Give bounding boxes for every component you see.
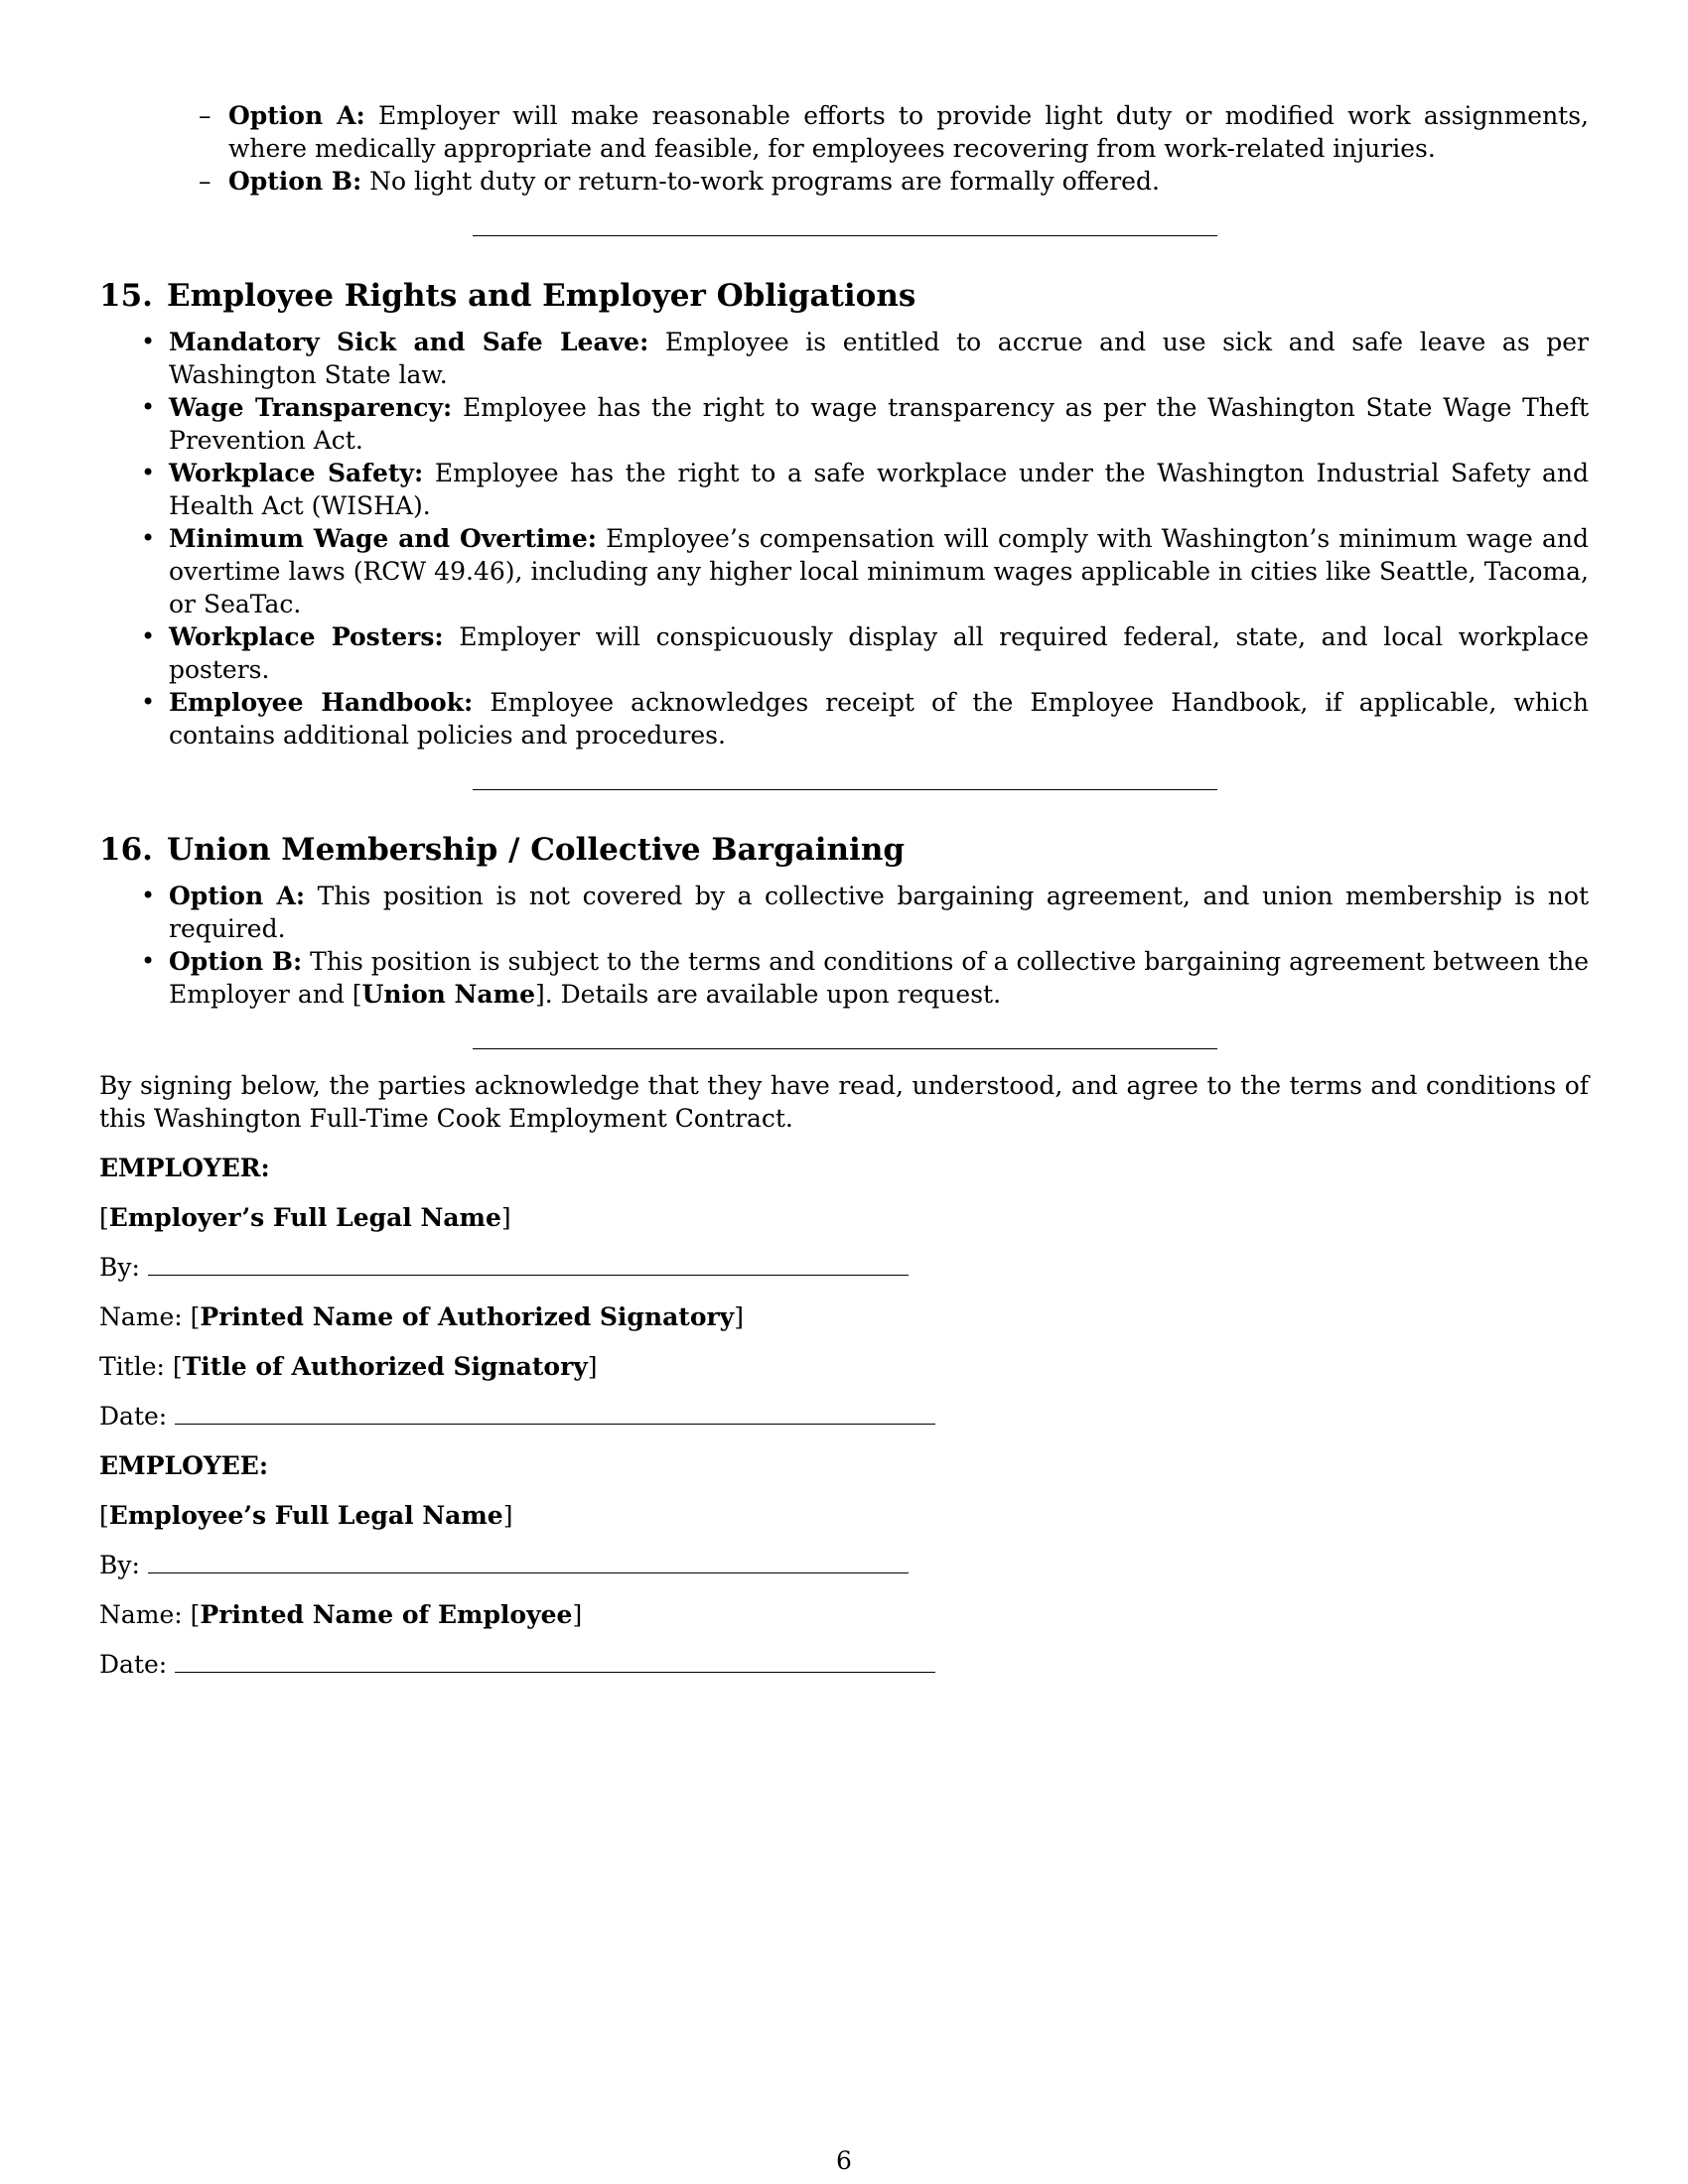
section16-list <box>169 880 1589 1011</box>
by-label: By: <box>99 1551 140 1579</box>
employee-name-value: Printed Name of Employee <box>200 1600 573 1629</box>
item-label: Minimum Wage and Overtime: <box>169 524 597 553</box>
list-item <box>169 945 1589 1011</box>
employer-name-value: Printed Name of Authorized Signatory <box>200 1302 735 1331</box>
item-label: Option A: <box>169 882 306 910</box>
name-label: Name: <box>99 1600 183 1629</box>
section-title: Union Membership / Collective Bargaining <box>166 832 906 868</box>
section-title: Employee Rights and Employer Obligations <box>166 278 916 314</box>
list-item <box>169 620 1589 686</box>
item-text: Employee has the right to wage transparency as per the Washington State Wage Theft Prevention Act. <box>169 393 1590 455</box>
employer-date-line[interactable] <box>175 1402 935 1425</box>
employee-legal-name: [Employee’s Full Legal Name] <box>99 1501 513 1530</box>
employer-date-row <box>99 1400 1589 1433</box>
date-label: Date: <box>99 1402 168 1431</box>
option-label: Option A: <box>228 101 365 130</box>
acknowledgement-paragraph: By signing below, the parties acknowledge that they have read, understood, and agree to the terms and conditions of this Washington Full-Time Cook Employment Contract. <box>99 1071 1589 1133</box>
employee-legal-name-text: Employee’s Full Legal Name <box>108 1501 503 1530</box>
section-number: 15. <box>99 278 153 314</box>
employee-by-row <box>99 1549 1589 1581</box>
employee-date-row <box>99 1648 1589 1681</box>
page-content <box>99 99 1589 1681</box>
item-text: Employee is entitled to accrue and use sick and safe leave as per Washington State law. <box>169 328 1590 389</box>
page-number: 6 <box>836 2146 852 2175</box>
employee-date-line[interactable] <box>175 1650 935 1673</box>
item-text: Employer will conspicuously display all required federal, state, and local workplace posters. <box>169 622 1589 684</box>
employer-title-row: Title: [Title of Authorized Signatory] <box>99 1352 598 1381</box>
option-text: No light duty or return-to-work programs are formally offered. <box>361 167 1160 196</box>
date-label: Date: <box>99 1650 168 1679</box>
item-text: Employee’s compensation will comply with Washington’s minimum wage and overtime laws (RCW 49.46), including any higher local minimum wages applicable in cities like Seattle, Tacoma, or SeaTac. <box>169 524 1589 618</box>
item-label: Employee Handbook: <box>169 688 474 717</box>
list-item <box>169 880 1589 945</box>
section15-list <box>169 326 1589 751</box>
section-separator <box>473 789 1217 790</box>
employee-heading <box>99 1449 1589 1482</box>
employer-legal-name-text: Employer’s Full Legal Name <box>108 1203 501 1232</box>
section-separator <box>473 1048 1217 1049</box>
section14-option-a <box>228 99 1589 165</box>
section-number: 16. <box>99 832 153 868</box>
section14-option-b <box>228 165 1589 198</box>
option-text: Employer will make reasonable efforts to provide light duty or modified work assignments, where medically appropriate and feasible, for employees recovering from work-related injuries. <box>228 101 1589 163</box>
item-text: ]. Details are available upon request. <box>534 980 1002 1009</box>
item-label: Workplace Safety: <box>169 459 424 487</box>
employee-signature-line[interactable] <box>148 1551 909 1573</box>
section-separator <box>473 235 1217 236</box>
section16-heading <box>99 830 1589 870</box>
employer-by-row <box>99 1251 1589 1284</box>
item-label: Option B: <box>169 947 303 976</box>
employer-legal-name: [Employer’s Full Legal Name] <box>99 1203 511 1232</box>
list-item <box>169 522 1589 620</box>
employee-name-row: Name: [Printed Name of Employee] <box>99 1600 583 1629</box>
employee-heading-text: EMPLOYEE: <box>99 1451 269 1480</box>
title-label: Title: <box>99 1352 165 1381</box>
employer-signature-line[interactable] <box>148 1253 909 1276</box>
employer-heading <box>99 1152 1589 1184</box>
employer-heading-text: EMPLOYER: <box>99 1154 270 1182</box>
item-label: Mandatory Sick and Safe Leave: <box>169 328 649 356</box>
item-label: Wage Transparency: <box>169 393 453 422</box>
union-name-placeholder: Union Name <box>361 980 535 1009</box>
list-item <box>169 326 1589 391</box>
item-text: Employee acknowledges receipt of the Employee Handbook, if applicable, which contains additional policies and procedures. <box>169 688 1589 750</box>
item-label: Workplace Posters: <box>169 622 444 651</box>
item-text: This position is subject to the terms and conditions of a collective bargaining agreement between the Employer and [ <box>169 947 1590 1009</box>
employer-name-row: Name: [Printed Name of Authorized Signatory] <box>99 1302 744 1331</box>
section14-options-list <box>228 99 1589 198</box>
name-label: Name: <box>99 1302 183 1331</box>
list-item <box>169 457 1589 522</box>
employer-title-value: Title of Authorized Signatory <box>182 1352 588 1381</box>
item-text: Employee has the right to a safe workplace under the Washington Industrial Safety and Health Act (WISHA). <box>169 459 1589 520</box>
section15-heading <box>99 276 1589 316</box>
list-item <box>169 686 1589 751</box>
by-label: By: <box>99 1253 140 1282</box>
list-item <box>169 391 1589 457</box>
item-text: This position is not covered by a collective bargaining agreement, and union membership is not required. <box>169 882 1590 943</box>
option-label: Option B: <box>228 167 362 196</box>
